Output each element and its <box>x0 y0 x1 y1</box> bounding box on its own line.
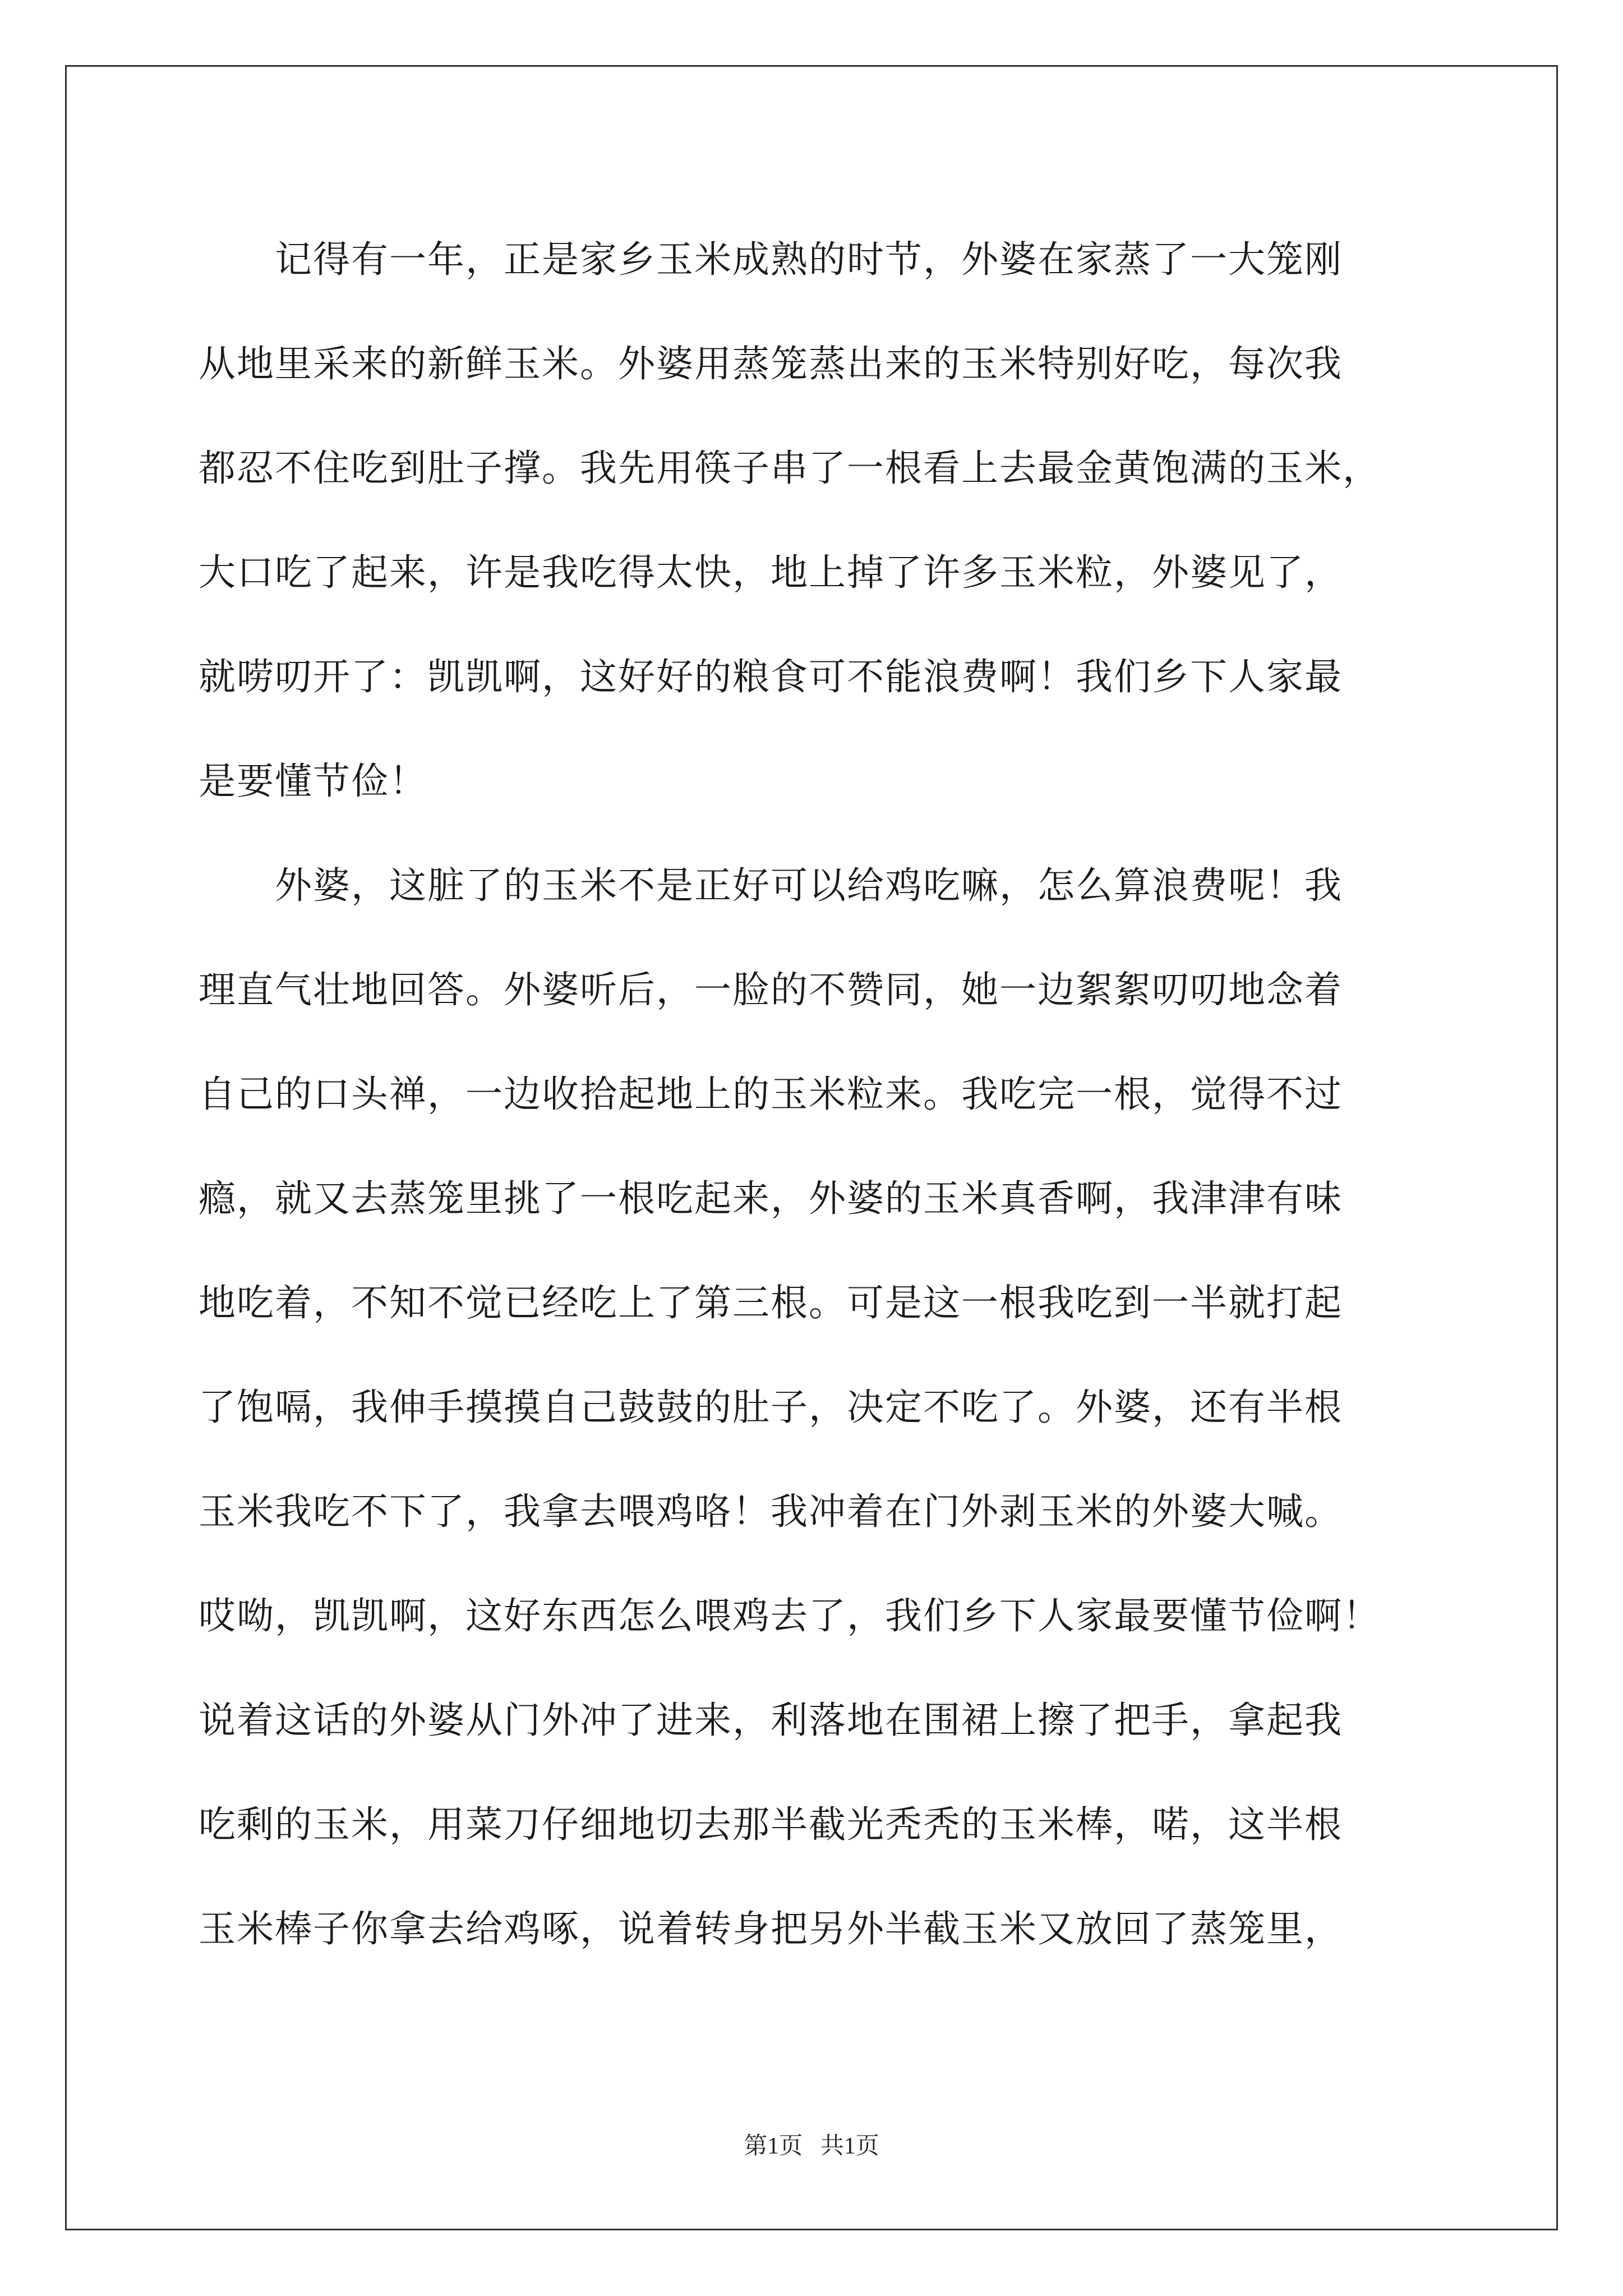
paragraph-1 <box>199 208 1432 834</box>
text-line: 就唠叨开了：凯凯啊，这好好的粮食可不能浪费啊！我们乡下人家最 <box>199 655 1343 698</box>
document-body <box>199 208 1432 1981</box>
text-line: 玉米我吃不下了，我拿去喂鸡咯！我冲着在门外剥玉米的外婆大喊。 <box>199 1490 1343 1533</box>
text-line: 吃剩的玉米，用菜刀仔细地切去那半截光秃秃的玉米棒，喏，这半根 <box>199 1803 1343 1846</box>
text-line: 都忍不住吃到肚子撑。我先用筷子串了一根看上去最金黄饱满的玉米， <box>199 447 1381 490</box>
paragraph-2 <box>199 834 1432 1981</box>
text-line: 自己的口头禅，一边收拾起地上的玉米粒来。我吃完一根，觉得不过 <box>199 1073 1343 1116</box>
text-line: 从地里采来的新鲜玉米。外婆用蒸笼蒸出来的玉米特别好吃，每次我 <box>199 342 1343 385</box>
text-line: 外婆，这脏了的玉米不是正好可以给鸡吃嘛，怎么算浪费呢！我 <box>199 864 1343 907</box>
text-line: 了饱嗝，我伸手摸摸自己鼓鼓的肚子，决定不吃了。外婆，还有半根 <box>199 1386 1343 1429</box>
page-footer: 第1页 共1页 <box>744 2133 879 2159</box>
text-line: 大口吃了起来，许是我吃得太快，地上掉了许多玉米粒，外婆见了， <box>199 551 1343 594</box>
text-line: 地吃着，不知不觉已经吃上了第三根。可是这一根我吃到一半就打起 <box>199 1281 1343 1324</box>
text-line: 记得有一年，正是家乡玉米成熟的时节，外婆在家蒸了一大笼刚 <box>199 238 1343 281</box>
text-line: 玉米棒子你拿去给鸡啄，说着转身把另外半截玉米又放回了蒸笼里， <box>199 1907 1343 1950</box>
text-line: 说着这话的外婆从门外冲了进来，利落地在围裙上擦了把手，拿起我 <box>199 1699 1343 1742</box>
text-line: 哎呦，凯凯啊，这好东西怎么喂鸡去了，我们乡下人家最要懂节俭啊！ <box>199 1594 1381 1637</box>
text-line: 瘾，就又去蒸笼里挑了一根吃起来，外婆的玉米真香啊，我津津有味 <box>199 1177 1343 1220</box>
text-line: 理直气壮地回答。外婆听后，一脸的不赞同，她一边絮絮叨叨地念着 <box>199 968 1343 1011</box>
text-line: 是要懂节俭！ <box>199 760 427 803</box>
